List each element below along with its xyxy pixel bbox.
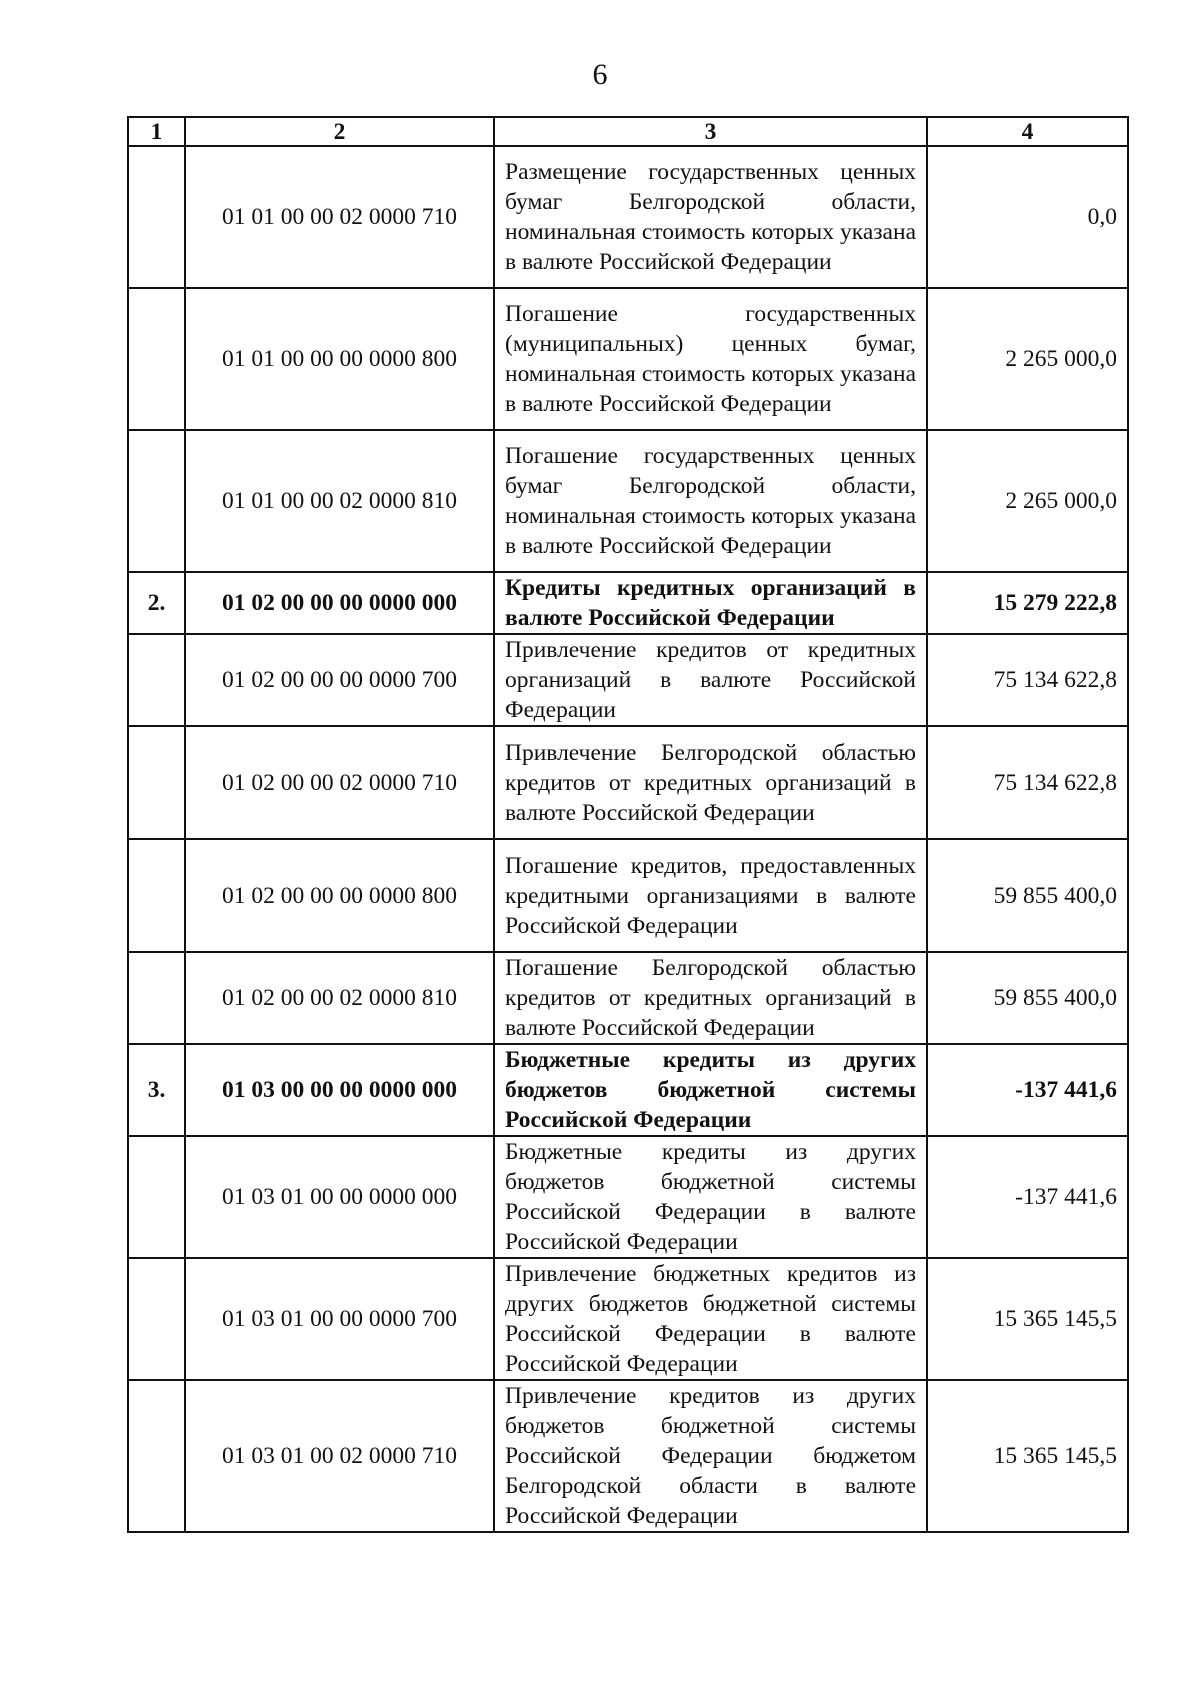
header-col-3: 3	[494, 117, 927, 146]
table-row	[128, 1044, 1128, 1136]
row-name: Привлечение бюджетных кредитов из других бюджетов бюджетной системы Российской Федерации в валюте Российской Федерации	[494, 1258, 927, 1380]
row-amount: 59 855 400,0	[927, 952, 1128, 1044]
row-amount: 0,0	[927, 146, 1128, 288]
row-code: 01 02 00 00 00 0000 000	[185, 572, 494, 634]
row-code: 01 03 01 00 00 0000 000	[185, 1136, 494, 1258]
row-number: 2.	[128, 572, 185, 634]
row-number	[128, 1136, 185, 1258]
row-number	[128, 952, 185, 1044]
table-row	[128, 1380, 1128, 1532]
row-code: 01 03 01 00 00 0000 700	[185, 1258, 494, 1380]
row-name: Погашение Белгородской областью кредитов от кредитных организаций в валюте Российской Федерации	[494, 952, 927, 1044]
table-row	[128, 952, 1128, 1044]
row-code: 01 02 00 00 02 0000 810	[185, 952, 494, 1044]
table-row	[128, 726, 1128, 839]
row-code: 01 01 00 00 02 0000 710	[185, 146, 494, 288]
row-code: 01 02 00 00 00 0000 700	[185, 634, 494, 726]
row-code: 01 02 00 00 02 0000 710	[185, 726, 494, 839]
row-number	[128, 146, 185, 288]
row-code: 01 03 00 00 00 0000 000	[185, 1044, 494, 1136]
row-name: Размещение государственных ценных бумаг Белгородской области, номинальная стоимость которых указана в валюте Российской Федерации	[494, 146, 927, 288]
table-row	[128, 430, 1128, 572]
table-row	[128, 288, 1128, 430]
row-amount: -137 441,6	[927, 1136, 1128, 1258]
row-name: Погашение государственных ценных бумаг Белгородской области, номинальная стоимость которых указана в валюте Российской Федерации	[494, 430, 927, 572]
row-name: Привлечение кредитов от кредитных организаций в валюте Российской Федерации	[494, 634, 927, 726]
row-amount: 75 134 622,8	[927, 726, 1128, 839]
table-row	[128, 839, 1128, 952]
row-amount: 15 365 145,5	[927, 1380, 1128, 1532]
row-code: 01 03 01 00 02 0000 710	[185, 1380, 494, 1532]
row-code: 01 01 00 00 02 0000 810	[185, 430, 494, 572]
row-name: Бюджетные кредиты из других бюджетов бюджетной системы Российской Федерации	[494, 1044, 927, 1136]
sources-table	[127, 116, 1129, 1533]
table-row	[128, 1136, 1128, 1258]
row-name: Погашение государственных (муниципальных) ценных бумаг, номинальная стоимость которых указана в валюте Российской Федерации	[494, 288, 927, 430]
row-number	[128, 1380, 185, 1532]
row-number	[128, 726, 185, 839]
table-body	[128, 146, 1128, 1532]
row-name: Привлечение кредитов из других бюджетов бюджетной системы Российской Федерации бюджетом Белгородской области в валюте Российской Федерации	[494, 1380, 927, 1532]
row-number: 3.	[128, 1044, 185, 1136]
header-col-2: 2	[185, 117, 494, 146]
row-amount: 59 855 400,0	[927, 839, 1128, 952]
row-amount: 2 265 000,0	[927, 430, 1128, 572]
header-col-1: 1	[128, 117, 185, 146]
header-col-4: 4	[927, 117, 1128, 146]
page-number: 6	[592, 58, 608, 91]
row-name: Погашение кредитов, предоставленных кредитными организациями в валюте Российской Федерации	[494, 839, 927, 952]
row-amount: -137 441,6	[927, 1044, 1128, 1136]
table-row	[128, 572, 1128, 634]
row-number	[128, 634, 185, 726]
row-number	[128, 288, 185, 430]
row-number	[128, 1258, 185, 1380]
row-amount: 2 265 000,0	[927, 288, 1128, 430]
table-row	[128, 634, 1128, 726]
header-row	[128, 117, 1128, 146]
row-amount: 15 279 222,8	[927, 572, 1128, 634]
row-number	[128, 430, 185, 572]
row-name: Привлечение Белгородской областью кредитов от кредитных организаций в валюте Российской Федерации	[494, 726, 927, 839]
row-code: 01 01 00 00 00 0000 800	[185, 288, 494, 430]
row-code: 01 02 00 00 00 0000 800	[185, 839, 494, 952]
row-name: Бюджетные кредиты из других бюджетов бюджетной системы Российской Федерации в валюте Российской Федерации	[494, 1136, 927, 1258]
table-row	[128, 146, 1128, 288]
row-number	[128, 839, 185, 952]
row-name: Кредиты кредитных организаций в валюте Российской Федерации	[494, 572, 927, 634]
row-amount: 15 365 145,5	[927, 1258, 1128, 1380]
table-row	[128, 1258, 1128, 1380]
row-amount: 75 134 622,8	[927, 634, 1128, 726]
